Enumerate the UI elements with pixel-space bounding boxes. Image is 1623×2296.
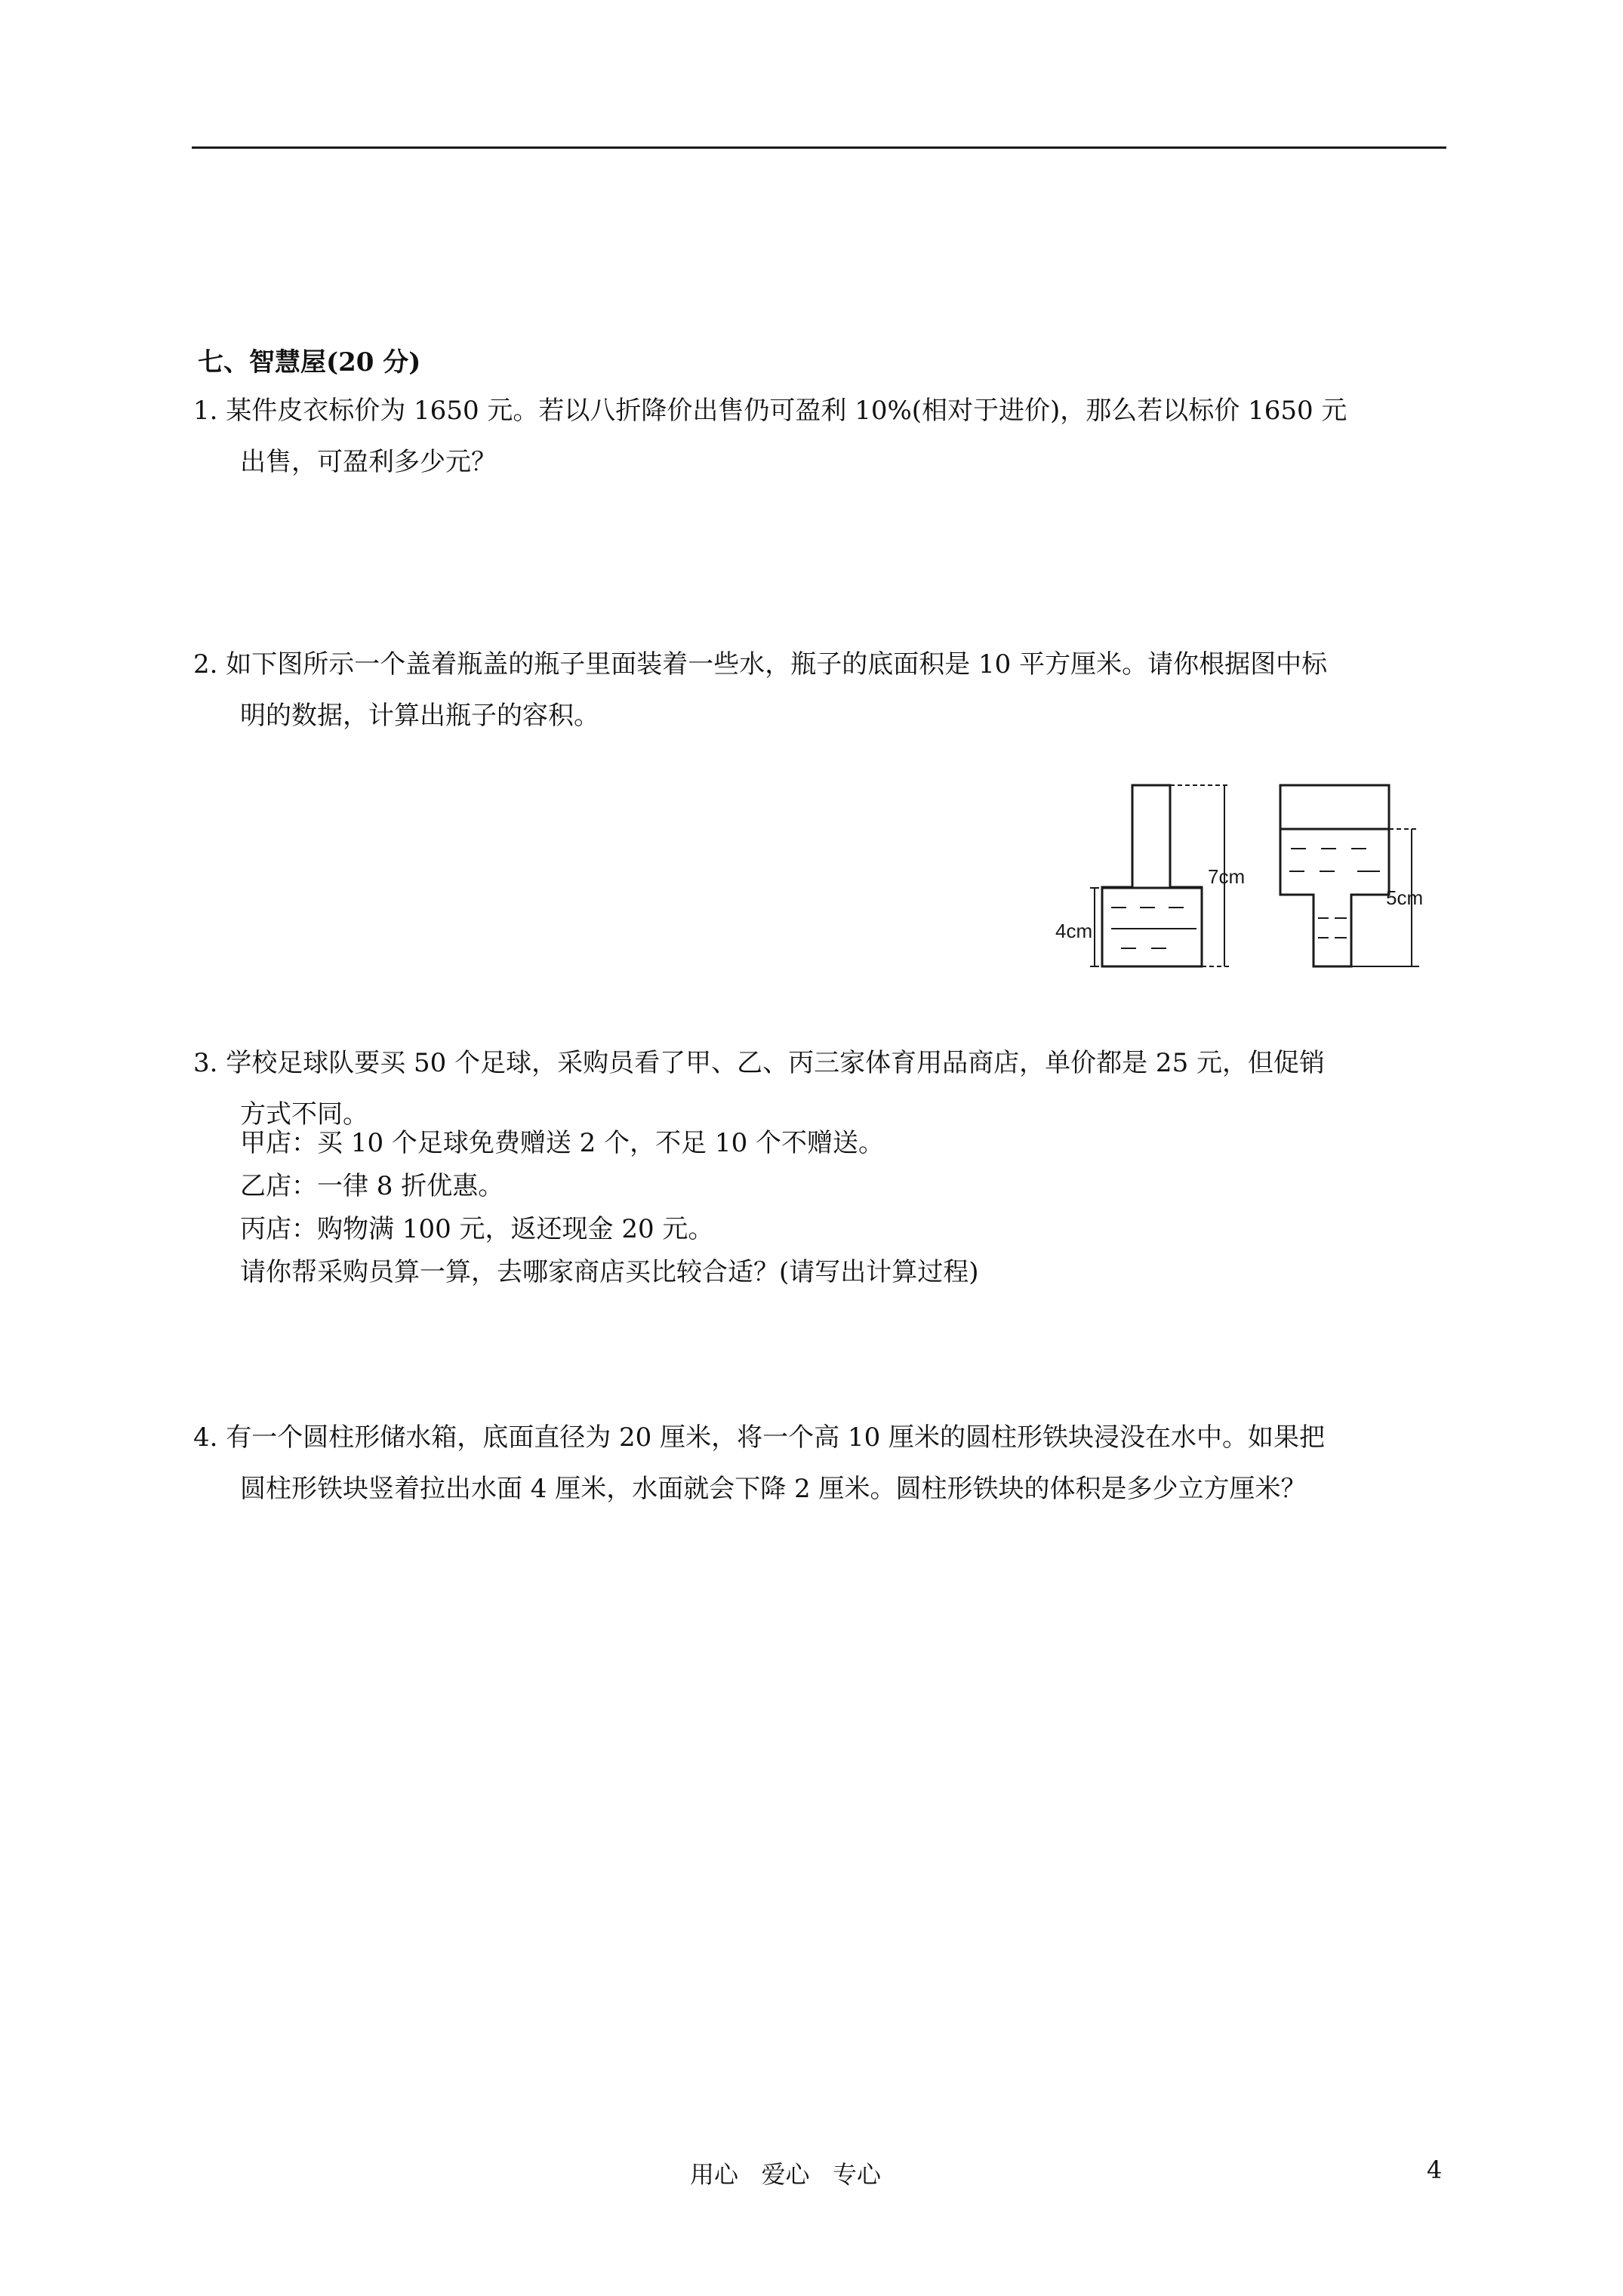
question-2	[193, 639, 1327, 741]
question-2-line-1: 2. 如下图所示一个盖着瓶盖的瓶子里面装着一些水，瓶子的底面积是 10 平方厘米。请你根据图中标	[193, 649, 1328, 680]
shop-c-offer: 丙店：购物满 100 元，返还现金 20 元。	[240, 1214, 714, 1244]
question-1	[193, 385, 1347, 488]
question-2-line-2: 明的数据，计算出瓶子的容积。	[240, 701, 599, 731]
header-rule	[192, 146, 1446, 149]
question-4-line-2: 圆柱形铁块竖着拉出水面 4 厘米，水面就会下降 2 厘米。圆柱形铁块的体积是多少立方厘米？	[240, 1474, 1307, 1504]
question-4	[193, 1412, 1325, 1515]
upright-water-dashes	[1111, 908, 1196, 948]
shop-b-offer: 乙店：一律 8 折优惠。	[240, 1171, 504, 1201]
label-5cm: 5cm	[1386, 886, 1424, 909]
inverted-water-dashes	[1289, 849, 1380, 938]
question-4-line-1: 4. 有一个圆柱形储水箱，底面直径为 20 厘米，将一个高 10 厘米的圆柱形铁块浸没在水中。如果把	[193, 1422, 1326, 1453]
section-title: 七、智慧屋(20 分)	[198, 347, 421, 378]
question-3-line-2: 方式不同。	[240, 1099, 368, 1130]
label-7cm: 7cm	[1208, 865, 1246, 888]
question-3-instruction: 请你帮采购员算一算，去哪家商店买比较合适？(请写出计算过程)	[240, 1257, 979, 1287]
shop-a-offer: 甲店：买 10 个足球免费赠送 2 个，不足 10 个不赠送。	[240, 1128, 885, 1158]
page-number: 4	[1427, 2156, 1443, 2184]
dimension-lines	[1090, 785, 1419, 966]
inverted-bottle-outline	[1280, 785, 1389, 966]
question-1-line-2: 出售，可盈利多少元？	[240, 447, 497, 477]
upright-bottle-outline	[1102, 785, 1202, 966]
footer-motto: 用心 爱心 专心	[690, 2160, 882, 2189]
bottle-diagram	[1049, 770, 1442, 982]
label-4cm: 4cm	[1055, 920, 1093, 942]
question-3-line-1: 3. 学校足球队要买 50 个足球，采购员看了甲、乙、丙三家体育用品商店，单价都是 25 元，但促销	[193, 1048, 1326, 1078]
question-1-line-1: 1. 某件皮衣标价为 1650 元。若以八折降价出售仍可盈利 10%(相对于进价)，那么若以标价 1650 元	[193, 396, 1347, 426]
